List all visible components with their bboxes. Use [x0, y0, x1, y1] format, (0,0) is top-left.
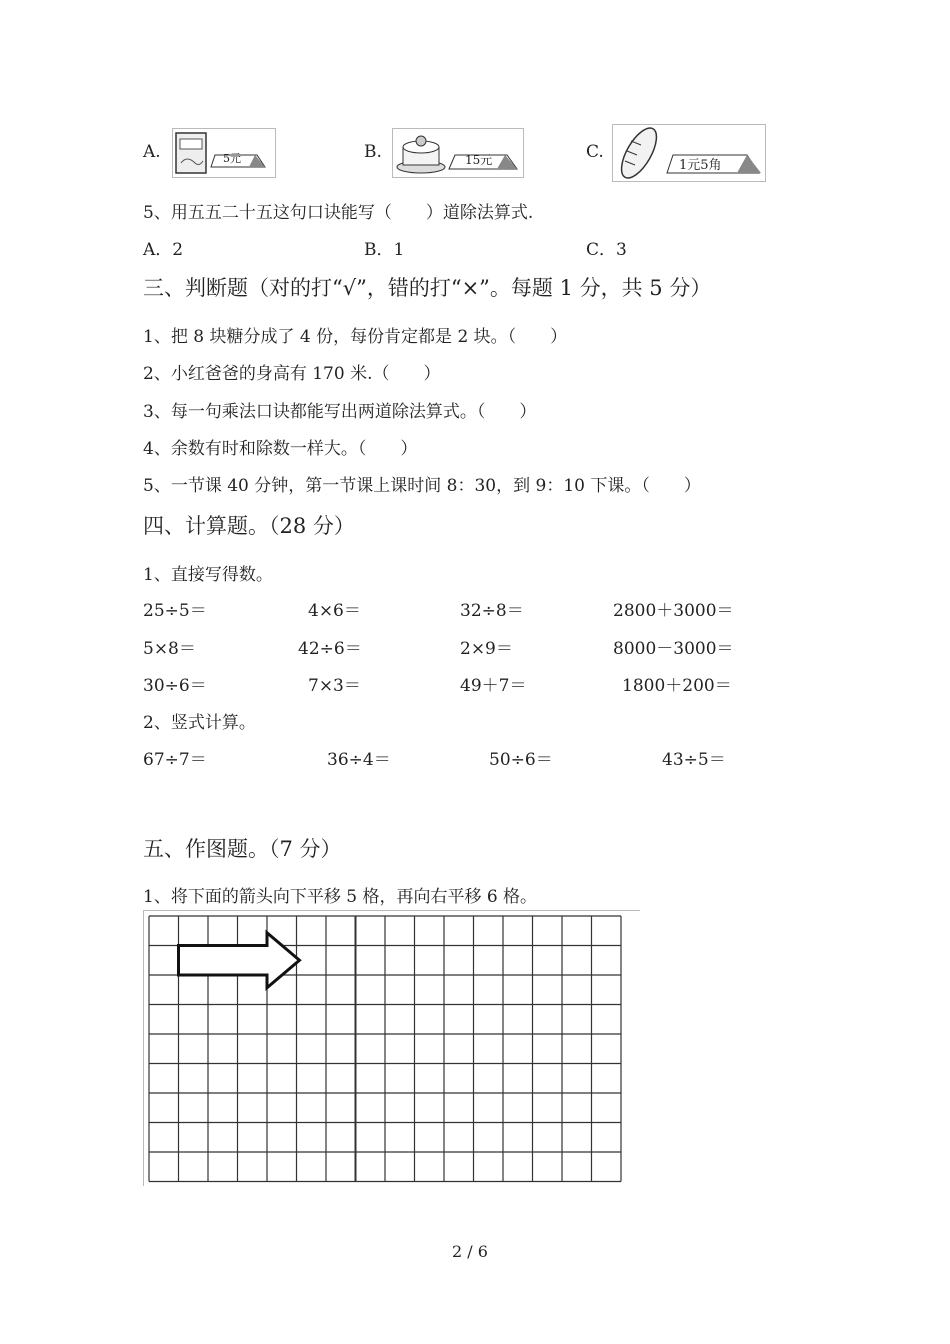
- drawing-instruction: 1、将下面的箭头向下平移 5 格，再向右平移 6 格。: [143, 887, 538, 907]
- vertical-calc-item: 36÷4＝: [327, 750, 391, 770]
- option-c-letter: C.: [586, 142, 604, 162]
- arrow-shape: [179, 933, 300, 988]
- question-5: 5、用五五二十五这句口诀能写（ ）道除法算式.: [143, 203, 534, 223]
- q5-option-c: C．3: [586, 240, 627, 260]
- judge-item: 1、把 8 块糖分成了 4 份，每份肯定都是 2 块。（ ）: [143, 327, 568, 347]
- option-b-letter: B.: [364, 142, 382, 162]
- option-a-letter: A.: [143, 142, 161, 162]
- cake-icon: [393, 129, 523, 177]
- calc-cell: 5×8＝: [143, 639, 196, 659]
- q5-option-b: B．1: [364, 240, 405, 260]
- judge-item: 3、每一句乘法口诀都能写出两道除法算式。（ ）: [143, 402, 537, 422]
- judge-item: 4、余数有时和除数一样大。（ ）: [143, 439, 418, 459]
- q5-option-a: A．2: [143, 240, 184, 260]
- calc-cell: 42÷6＝: [298, 639, 362, 659]
- option-a-price: 5元: [223, 152, 241, 165]
- calc-cell: 4×6＝: [308, 601, 361, 621]
- calc-cell: 7×3＝: [308, 676, 361, 696]
- calc-cell: 32÷8＝: [460, 601, 524, 621]
- judge-item: 5、一节课 40 分钟，第一节课上课时间 8：30，到 9：10 下课。（ ）: [143, 476, 701, 496]
- direct-calc-heading: 1、直接写得数。: [143, 565, 273, 585]
- option-b-price: 15元: [465, 153, 493, 167]
- calc-cell: 8000－3000＝: [613, 639, 734, 659]
- calc-cell: 30÷6＝: [143, 676, 207, 696]
- option-c-price: 1元5角: [679, 158, 722, 173]
- calc-cell: 1800＋200＝: [622, 676, 732, 696]
- option-b-picture: [392, 128, 524, 178]
- section-5-title: 五、作图题。（7 分）: [143, 837, 342, 861]
- section-4-title: 四、计算题。（28 分）: [143, 514, 355, 538]
- option-a-picture: [172, 128, 276, 178]
- vertical-calc-item: 67÷7＝: [143, 750, 207, 770]
- judge-item: 2、小红爸爸的身高有 170 米.（ ）: [143, 364, 441, 384]
- calc-cell: 25÷5＝: [143, 601, 207, 621]
- option-c-picture: [612, 124, 766, 182]
- section-3-title: 三、判断题（对的打“√”，错的打“×”。每题 1 分，共 5 分）: [143, 276, 712, 300]
- vertical-calc-item: 50÷6＝: [489, 750, 553, 770]
- calc-cell: 2800＋3000＝: [613, 601, 734, 621]
- drawing-grid[interactable]: [143, 910, 640, 1186]
- vertical-calc-item: 43÷5＝: [662, 750, 726, 770]
- vertical-calc-heading: 2、竖式计算。: [143, 713, 256, 733]
- page-number: 2 / 6: [452, 1242, 488, 1261]
- calc-cell: 2×9＝: [460, 639, 513, 659]
- grid-lines: [144, 911, 640, 1186]
- calc-cell: 49＋7＝: [460, 676, 527, 696]
